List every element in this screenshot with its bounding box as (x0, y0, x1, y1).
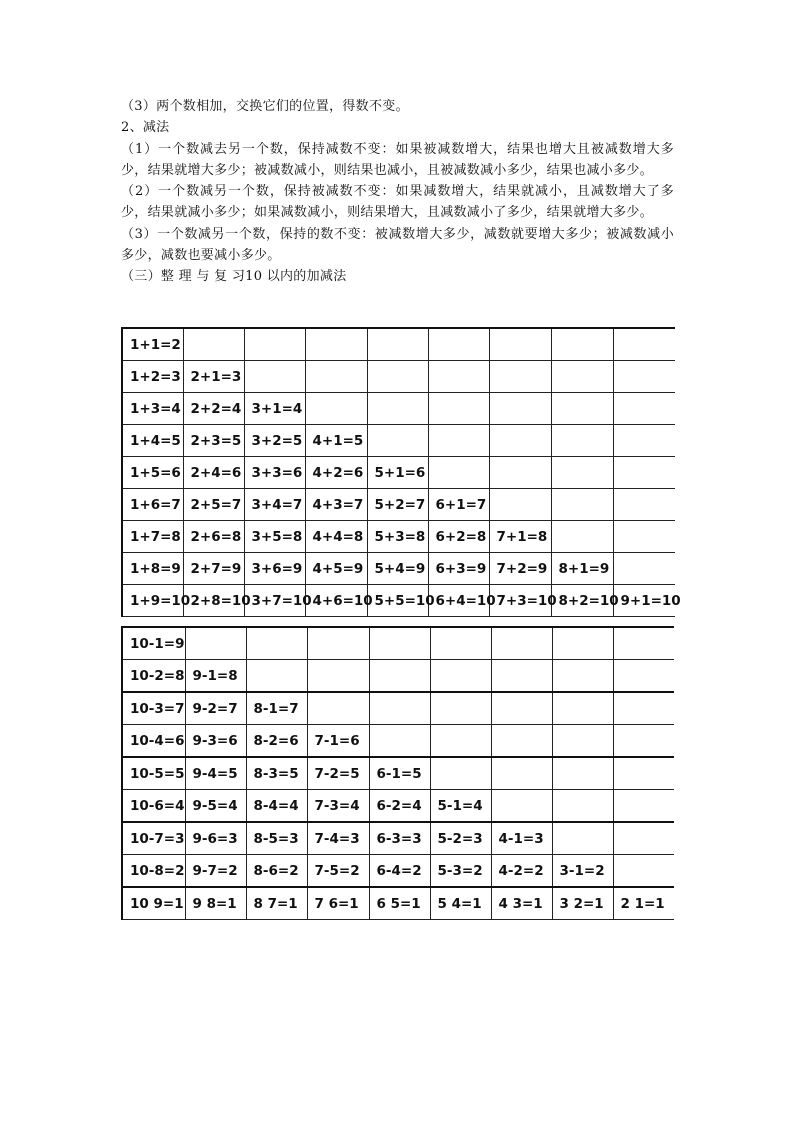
equation-cell: 3 2=1 (552, 887, 613, 920)
equation-cell: 4+6=10 (305, 585, 367, 617)
equation-cell (613, 692, 674, 725)
equation-cell (613, 328, 675, 361)
equation-cell (613, 822, 674, 855)
equation-cell (613, 521, 675, 553)
equation-cell (307, 660, 369, 693)
equation-cell: 5+4=9 (367, 553, 428, 585)
equation-cell (489, 361, 551, 393)
equation-cell: 9-4=5 (185, 757, 246, 790)
equation-cell (244, 328, 305, 361)
equation-cell (613, 660, 674, 693)
subtraction-row (122, 725, 674, 758)
rule-subtraction-2: （2）一个数减另一个数，保持被减数不变：如果减数增大，结果就减小，且减数增大了多少，结果就减小多少；如果减数减小，则结果增大，且减数减小了多少，结果就增大多少。 (121, 184, 674, 221)
equation-cell: 3+3=6 (244, 457, 305, 489)
equation-cell (613, 790, 674, 823)
addition-row (122, 328, 675, 361)
addition-row (122, 457, 675, 489)
equation-cell: 4+2=6 (305, 457, 367, 489)
rule-addition-3: （3）两个数相加，交换它们的位置，得数不变。 (121, 99, 409, 114)
equation-cell: 8-6=2 (246, 855, 307, 888)
equation-cell (428, 361, 489, 393)
subtraction-row (122, 627, 674, 660)
equation-cell (305, 361, 367, 393)
equation-cell: 6-4=2 (369, 855, 430, 888)
equation-cell: 1+4=5 (122, 425, 183, 457)
addition-row (122, 361, 675, 393)
equation-cell: 3+6=9 (244, 553, 305, 585)
equation-cell: 9-5=4 (185, 790, 246, 823)
subtraction-row (122, 660, 674, 693)
equation-cell: 3+7=10 (244, 585, 305, 617)
equation-cell (552, 660, 613, 693)
equation-cell: 4-1=3 (491, 822, 552, 855)
equation-cell (489, 328, 551, 361)
equation-cell: 10-5=5 (122, 757, 185, 790)
equation-cell (613, 627, 674, 660)
equation-cell (489, 489, 551, 521)
equation-cell (551, 457, 613, 489)
equation-cell: 9-1=8 (185, 660, 246, 693)
equation-cell: 2+2=4 (183, 393, 244, 425)
equation-cell: 8 7=1 (246, 887, 307, 920)
equation-cell: 6+1=7 (428, 489, 489, 521)
equation-cell: 2+3=5 (183, 425, 244, 457)
addition-row (122, 489, 675, 521)
equation-cell (367, 393, 428, 425)
section-heading-subtraction: 2、减法 (121, 120, 170, 136)
equation-cell: 4+5=9 (305, 553, 367, 585)
equation-cell (613, 757, 674, 790)
equation-cell: 7-1=6 (307, 725, 369, 758)
equation-cell (613, 425, 675, 457)
equation-cell (551, 393, 613, 425)
equation-cell: 1+6=7 (122, 489, 183, 521)
table-section-title: （三）整 理 与 复 习10 以内的加减法 (121, 269, 347, 285)
equation-cell: 4 3=1 (491, 887, 552, 920)
equation-cell: 2+1=3 (183, 361, 244, 393)
equation-cell: 2+4=6 (183, 457, 244, 489)
equation-cell: 9-6=3 (185, 822, 246, 855)
equation-cell: 9-2=7 (185, 692, 246, 725)
rule-subtraction-3: （3）一个数减另一个数，保持的数不变：被减数增大多少，减数就要增大多少；被减数减小多少，减数也要减小多少。 (121, 226, 674, 264)
equation-cell: 7 6=1 (307, 887, 369, 920)
equation-cell (491, 627, 552, 660)
equation-cell (552, 692, 613, 725)
addition-row (122, 553, 675, 585)
subtraction-row (122, 887, 674, 920)
equation-cell (551, 361, 613, 393)
equation-cell: 10-2=8 (122, 660, 185, 693)
equation-cell: 3-1=2 (552, 855, 613, 888)
equation-cell (428, 457, 489, 489)
equation-cell: 10-8=2 (122, 855, 185, 888)
equation-cell: 6+4=10 (428, 585, 489, 617)
equation-cell (489, 457, 551, 489)
equation-cell (552, 822, 613, 855)
equation-cell (183, 328, 244, 361)
equation-cell: 7-2=5 (307, 757, 369, 790)
equation-cell: 10-1=9 (122, 627, 185, 660)
equation-cell: 9+1=10 (613, 585, 675, 617)
equation-cell: 1+2=3 (122, 361, 183, 393)
rule-subtraction-1: （1）一个数减去另一个数，保持减数不变：如果被减数增大，结果也增大且被减数增大多少，结果就增大多少；被减数减小，则结果也减小，且被减数减小多少，结果也减小多少。 (121, 141, 674, 178)
equation-cell: 9 8=1 (185, 887, 246, 920)
equation-cell: 10-4=6 (122, 725, 185, 758)
equation-cell (369, 692, 430, 725)
equation-cell: 6-3=3 (369, 822, 430, 855)
equation-cell: 1+5=6 (122, 457, 183, 489)
equation-cell: 7+2=9 (489, 553, 551, 585)
equation-cell (369, 725, 430, 758)
equation-cell (613, 393, 675, 425)
equation-cell: 5-3=2 (430, 855, 491, 888)
equation-cell (369, 627, 430, 660)
equation-cell: 10-3=7 (122, 692, 185, 725)
subtraction-row (122, 692, 674, 725)
addition-row (122, 393, 675, 425)
subtraction-row (122, 822, 674, 855)
equation-cell (613, 489, 675, 521)
equation-cell: 2+8=10 (183, 585, 244, 617)
equation-cell: 1+8=9 (122, 553, 183, 585)
equation-cell (491, 725, 552, 758)
equation-cell: 7-3=4 (307, 790, 369, 823)
equation-cell (430, 627, 491, 660)
equation-cell (489, 425, 551, 457)
equation-cell (551, 521, 613, 553)
equation-cell: 6 5=1 (369, 887, 430, 920)
equation-cell: 3+1=4 (244, 393, 305, 425)
equation-cell: 6-1=5 (369, 757, 430, 790)
equation-cell (430, 725, 491, 758)
equation-cell (551, 489, 613, 521)
equation-cell: 4+4=8 (305, 521, 367, 553)
equation-cell (185, 627, 246, 660)
equation-cell: 9-7=2 (185, 855, 246, 888)
equation-cell (367, 361, 428, 393)
equation-cell (428, 393, 489, 425)
equation-cell (307, 627, 369, 660)
equation-cell: 6+3=9 (428, 553, 489, 585)
addition-row (122, 521, 675, 553)
equation-cell (244, 361, 305, 393)
equation-cell (246, 627, 307, 660)
equation-cell: 3+4=7 (244, 489, 305, 521)
equation-cell: 8-5=3 (246, 822, 307, 855)
equation-cell: 5 4=1 (430, 887, 491, 920)
equation-cell (551, 425, 613, 457)
equation-cell: 1+9=10 (122, 585, 183, 617)
equation-cell: 7+3=10 (489, 585, 551, 617)
equation-cell: 10-7=3 (122, 822, 185, 855)
equation-cell (305, 328, 367, 361)
equation-cell: 6+2=8 (428, 521, 489, 553)
equation-cell: 7-5=2 (307, 855, 369, 888)
equation-cell (430, 660, 491, 693)
equation-cell: 7-4=3 (307, 822, 369, 855)
document-text (121, 96, 674, 288)
equation-cell: 10 9=1 (122, 887, 185, 920)
equation-cell (551, 328, 613, 361)
equation-cell (367, 328, 428, 361)
equation-cell: 4+3=7 (305, 489, 367, 521)
addition-row (122, 425, 675, 457)
equation-cell: 8-3=5 (246, 757, 307, 790)
equation-cell: 5+3=8 (367, 521, 428, 553)
equation-cell: 8-2=6 (246, 725, 307, 758)
equation-cell (489, 393, 551, 425)
equation-cell: 4-2=2 (491, 855, 552, 888)
equation-cell: 2 1=1 (613, 887, 674, 920)
equation-cell (369, 660, 430, 693)
subtraction-row (122, 790, 674, 823)
subtraction-table (121, 626, 674, 920)
equation-cell: 1+7=8 (122, 521, 183, 553)
equation-cell: 3+5=8 (244, 521, 305, 553)
equation-cell: 10-6=4 (122, 790, 185, 823)
equation-cell (552, 627, 613, 660)
equation-cell (428, 425, 489, 457)
equation-cell (613, 553, 675, 585)
equation-cell (430, 757, 491, 790)
equation-cell: 2+5=7 (183, 489, 244, 521)
equation-cell (491, 660, 552, 693)
equation-cell (428, 328, 489, 361)
subtraction-row (122, 757, 674, 790)
equation-cell (552, 757, 613, 790)
equation-cell (430, 692, 491, 725)
subtraction-row (122, 855, 674, 888)
equation-cell (613, 361, 675, 393)
equation-cell: 6-2=4 (369, 790, 430, 823)
equation-cell: 4+1=5 (305, 425, 367, 457)
addition-row (122, 585, 675, 617)
equation-cell: 1+3=4 (122, 393, 183, 425)
equation-cell (613, 457, 675, 489)
equation-cell (491, 757, 552, 790)
equation-cell: 8-1=7 (246, 692, 307, 725)
equation-cell (613, 855, 674, 888)
equation-cell: 1+1=2 (122, 328, 183, 361)
addition-table (121, 327, 681, 617)
equation-cell: 5+5=10 (367, 585, 428, 617)
equation-cell (246, 660, 307, 693)
equation-cell: 8-4=4 (246, 790, 307, 823)
equation-cell: 5+1=6 (367, 457, 428, 489)
equation-cell (491, 692, 552, 725)
equation-cell (491, 790, 552, 823)
equation-cell: 2+7=9 (183, 553, 244, 585)
equation-cell: 7+1=8 (489, 521, 551, 553)
equation-cell (613, 725, 674, 758)
equation-cell: 8+2=10 (551, 585, 613, 617)
equation-cell: 5-2=3 (430, 822, 491, 855)
equation-cell: 5-1=4 (430, 790, 491, 823)
equation-cell (552, 725, 613, 758)
equation-cell: 3+2=5 (244, 425, 305, 457)
equation-cell: 2+6=8 (183, 521, 244, 553)
equation-cell: 5+2=7 (367, 489, 428, 521)
equation-cell (367, 425, 428, 457)
equation-cell: 9-3=6 (185, 725, 246, 758)
equation-cell (307, 692, 369, 725)
equation-cell (552, 790, 613, 823)
equation-cell (305, 393, 367, 425)
equation-cell: 8+1=9 (551, 553, 613, 585)
